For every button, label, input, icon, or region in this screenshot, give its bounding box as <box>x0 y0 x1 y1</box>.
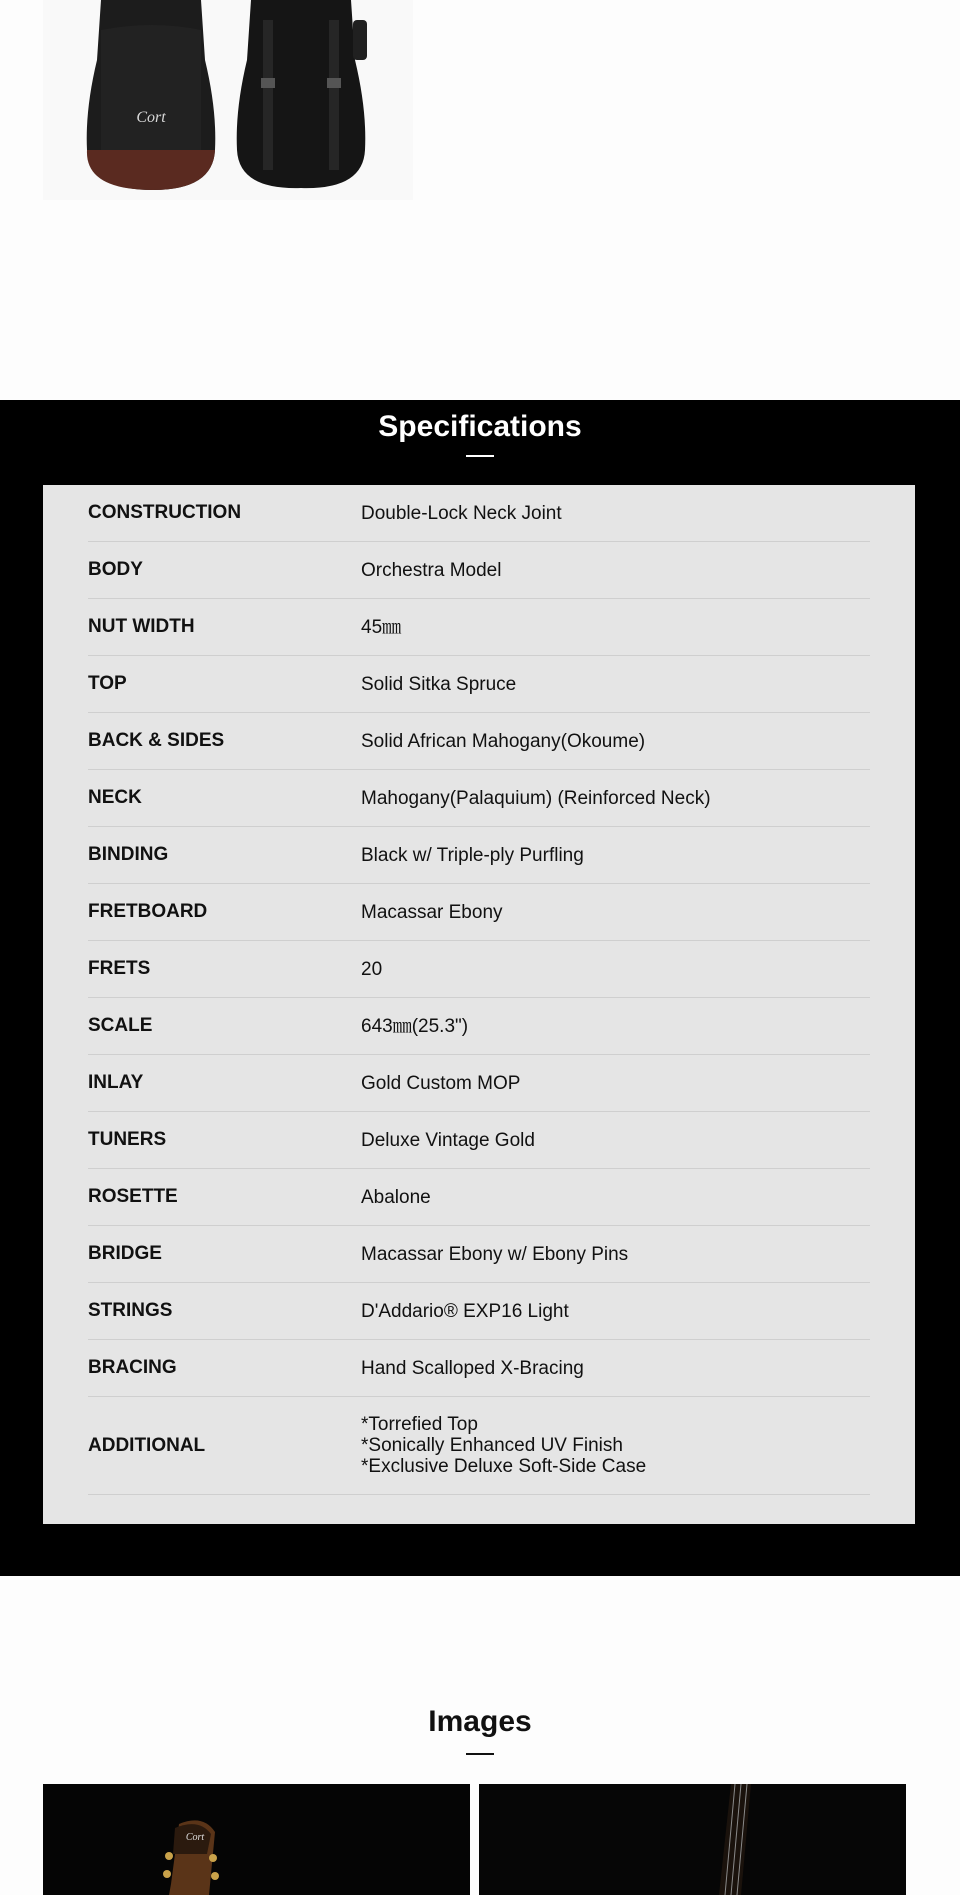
spec-value: Solid African Mahogany(Okoume) <box>361 730 646 752</box>
spec-label: BACK & SIDES <box>88 730 225 751</box>
specifications-title: Specifications <box>378 410 582 443</box>
spec-label: INLAY <box>88 1072 144 1093</box>
gig-bag-image <box>43 0 413 200</box>
spec-value: 643㎜(25.3") <box>361 1015 469 1037</box>
spec-value: D'Addario® EXP16 Light <box>361 1300 569 1322</box>
spec-row <box>88 827 870 884</box>
spec-value: Gold Custom MOP <box>361 1072 521 1094</box>
spec-label: CONSTRUCTION <box>88 502 242 523</box>
spec-label: ROSETTE <box>88 1186 178 1207</box>
spec-value: Abalone <box>361 1186 431 1208</box>
spec-row <box>88 1226 870 1283</box>
spec-label: BRACING <box>88 1357 177 1378</box>
spec-label: BODY <box>88 559 143 580</box>
title-divider <box>466 1753 494 1755</box>
spec-value: Solid Sitka Spruce <box>361 673 517 695</box>
spec-value: 20 <box>361 958 383 980</box>
spec-label: BINDING <box>88 844 169 865</box>
images-title: Images <box>428 1705 532 1738</box>
spec-value: Double-Lock Neck Joint <box>361 502 562 524</box>
spec-row <box>88 1112 870 1169</box>
spec-row <box>88 542 870 599</box>
spec-label: NECK <box>88 787 142 808</box>
gallery-image-neck[interactable] <box>479 1784 906 1895</box>
title-divider <box>466 455 494 457</box>
spec-value: Deluxe Vintage Gold <box>361 1129 535 1151</box>
spec-label: FRETS <box>88 958 151 979</box>
spec-row <box>88 485 870 542</box>
spec-value: Macassar Ebony <box>361 901 503 923</box>
spec-value: 45㎜ <box>361 616 402 638</box>
spec-row <box>88 884 870 941</box>
spec-label: STRINGS <box>88 1300 173 1321</box>
spec-row <box>88 1397 870 1495</box>
spec-row <box>88 1169 870 1226</box>
spec-row <box>88 998 870 1055</box>
spec-value: Black w/ Triple-ply Purfling <box>361 844 584 866</box>
specifications-section <box>0 400 960 1576</box>
specifications-card <box>43 485 915 1524</box>
spec-value: Hand Scalloped X-Bracing <box>361 1357 584 1379</box>
spec-row <box>88 599 870 656</box>
spec-row <box>88 1055 870 1112</box>
spec-value: Orchestra Model <box>361 559 502 581</box>
spec-label: TUNERS <box>88 1129 167 1150</box>
specifications-table <box>88 485 870 1495</box>
spec-label: SCALE <box>88 1015 153 1036</box>
spec-label: ADDITIONAL <box>88 1434 206 1456</box>
brand-logo: Cort <box>185 1832 205 1843</box>
spec-label: NUT WIDTH <box>88 616 195 637</box>
spec-value: *Torrefied Top *Sonically Enhanced UV Finish *Exclusive Deluxe Soft-Side Case <box>361 1414 647 1477</box>
spec-row <box>88 1283 870 1340</box>
spec-label: BRIDGE <box>88 1243 162 1264</box>
spec-row <box>88 656 870 713</box>
gig-bag-front <box>83 0 218 192</box>
brand-logo: Cort <box>136 109 166 126</box>
spec-value: Mahogany(Palaquium) (Reinforced Neck) <box>361 787 711 809</box>
gallery-image-headstock[interactable] <box>43 1784 470 1895</box>
spec-row <box>88 941 870 998</box>
spec-label: TOP <box>88 673 127 694</box>
spec-value: Macassar Ebony w/ Ebony Pins <box>361 1243 629 1265</box>
spec-row <box>88 713 870 770</box>
gig-bag-back <box>233 0 373 192</box>
spec-row <box>88 1340 870 1397</box>
spec-row <box>88 770 870 827</box>
spec-label: FRETBOARD <box>88 901 208 922</box>
